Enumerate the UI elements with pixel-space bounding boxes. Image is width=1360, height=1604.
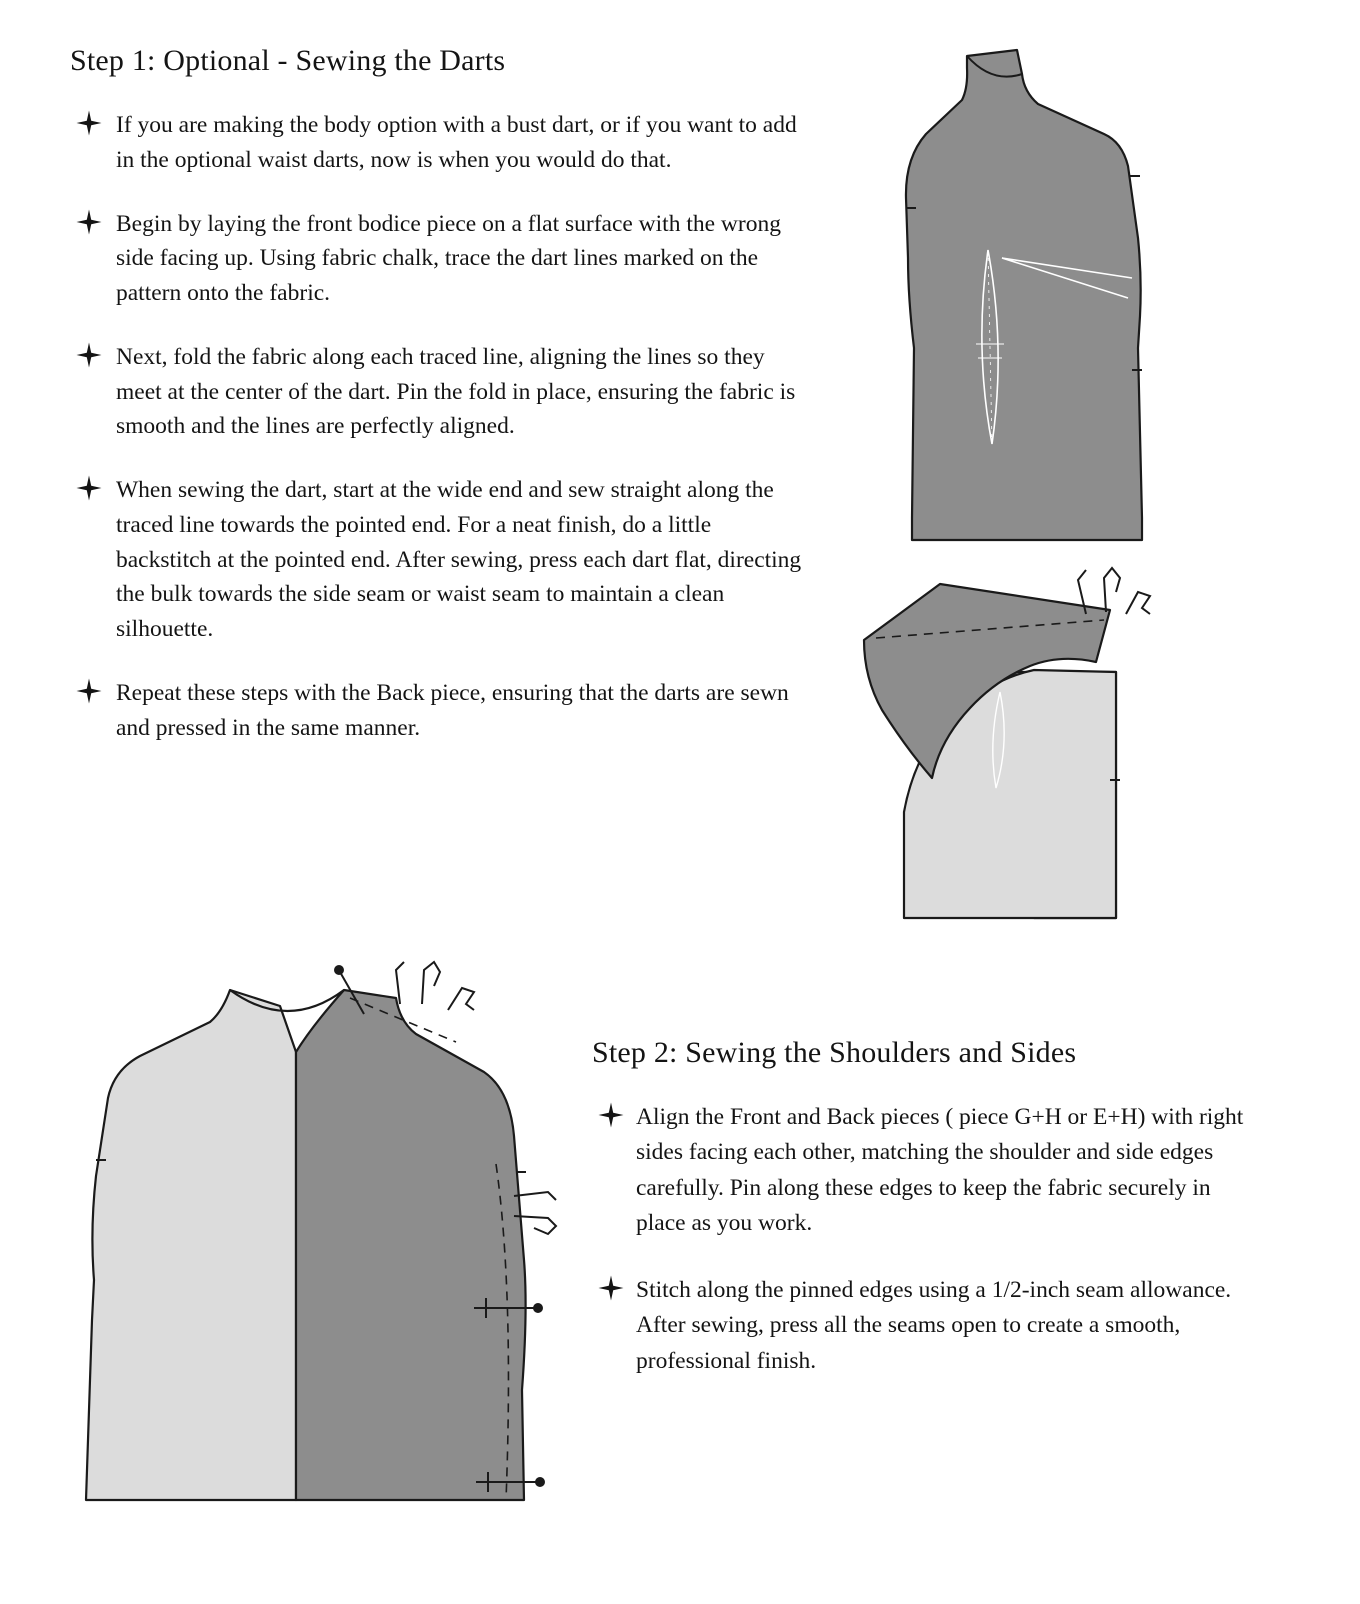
step-1-bullet-list [70,108,810,745]
four-point-star-icon [76,110,102,136]
list-item [70,676,810,746]
step-1-heading: Step 1: Optional - Sewing the Darts [70,44,506,77]
list-item [70,207,810,311]
list-item-text: Stitch along the pinned edges using a 1/2-inch seam allowance. After sewing, press all the seams open to create a smooth, professional finish. [636,1277,1232,1374]
step-2-section [592,1036,1252,1411]
step-2-heading: Step 2: Sewing the Shoulders and Sides [592,1036,1077,1069]
list-item [70,108,810,178]
shoulders-and-sides-illustration [44,960,584,1540]
list-item-text: If you are making the body option with a bust dart, or if you want to add in the optional waist darts, now is when you would do that. [116,112,797,173]
front-bodice-pattern-illustration [842,48,1162,548]
list-item [592,1273,1252,1379]
list-item-text: Next, fold the fabric along each traced line, aligning the lines so they meet at the center of the dart. Pin the fold in place, ensuring the fabric is smooth and the lines are perfectly aligned. [116,343,796,440]
four-point-star-icon [598,1275,624,1301]
four-point-star-icon [76,475,102,501]
list-item [70,340,810,444]
four-point-star-icon [76,209,102,235]
step-2-bullet-list [592,1100,1252,1379]
list-item [70,473,810,647]
list-item [592,1100,1252,1241]
dart-folding-illustration [820,562,1160,952]
list-item-text: When sewing the dart, start at the wide end and sew straight along the traced line towards the pointed end. For a neat finish, do a little backstitch at the pointed end. After sewing, press each dart flat, directing the bulk towards the side seam or waist seam to maintain a clean silhouette. [116,477,802,643]
four-point-star-icon [76,678,102,704]
list-item-text: Repeat these steps with the Back piece, ensuring that the darts are sewn and pressed in the same manner. [116,679,789,741]
step-1-section [70,44,810,745]
four-point-star-icon [598,1102,624,1128]
four-point-star-icon [76,342,102,368]
list-item-text: Align the Front and Back pieces ( piece G+H or E+H) with right sides facing each other, matching the shoulder and side edges carefully. Pin along these edges to keep the fabric securely in place as you work. [636,1104,1244,1236]
list-item-text: Begin by laying the front bodice piece on a flat surface with the wrong side facing up. Using fabric chalk, trace the dart lines marked on the pattern onto the fabric. [116,210,781,307]
